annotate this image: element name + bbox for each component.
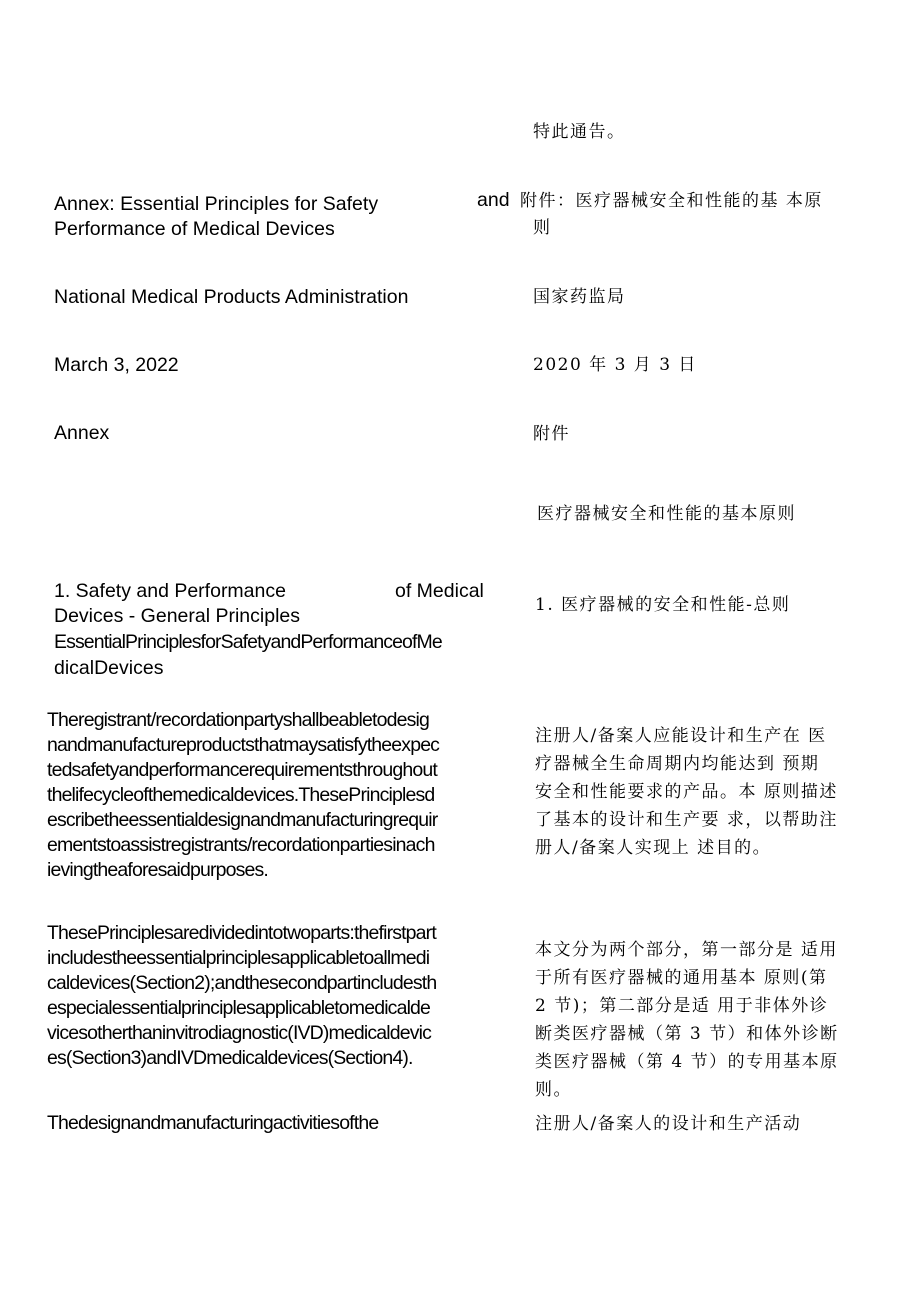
para3-en: Thedesignandmanufacturingactivitiesofthe xyxy=(47,1112,379,1134)
para1-zh: 注册人/备案人应能设计和生产在 医 疗器械全生命周期内均能达到 预期 安全和性能要求的产品。本 原则描述 了基本的设计和生产要 求，以帮助注 册人/备案人实现上 述目的。 xyxy=(535,726,838,858)
para2-en: ThesePrinciplesaredividedintotwoparts:thefirstpart includestheessentialprinciplesapplicabletoallmedi caldevices(Section2);andthesecondpartincludesth especialessentialprinciplesapplicabletomedicalde vicesotherthaninvitrodiagnostic(IVD)medicaldevic es(Section3)andIVDmedicaldevices(Section4). xyxy=(47,922,437,1069)
annex-title-en-line1: Annex: Essential Principles for Safety xyxy=(54,193,379,215)
annex-title-zh-line2: 则 xyxy=(533,218,552,238)
annex-title-en-line2: Performance of Medical Devices xyxy=(54,218,335,240)
doc-title-zh: 医疗器械安全和性能的基本原则 xyxy=(537,504,796,524)
section1-zh: 1. 医疗器械的安全和性能-总则 xyxy=(535,595,791,615)
section1-en-line2: Devices - General Principles xyxy=(54,605,301,627)
para2-zh: 本文分为两个部分，第一部分是 适用 于所有医疗器械的通用基本 原则(第 2 节)；第二部分是适 用于非体外诊 断类医疗器械（第 3 节）和体外诊断 类医疗器械（第 4 节）的专用基本原 则。 xyxy=(535,940,839,1100)
annex-title-zh-line1: 附件：医疗器械安全和性能的基 本原 xyxy=(520,191,823,211)
issuer-en: National Medical Products Administration xyxy=(54,286,409,308)
annex-title-en-and: and xyxy=(477,189,510,211)
section1-en-line1b: of Medical xyxy=(395,580,484,602)
notice-closing-zh: 特此通告。 xyxy=(533,122,626,142)
section1-en-line3: EssentialPrinciplesforSafetyandPerformanceofMe xyxy=(54,631,442,653)
issuer-zh: 国家药监局 xyxy=(533,287,626,307)
section1-en-line4: dicalDevices xyxy=(54,657,164,679)
date-zh: 2020 年 3 月 3 日 xyxy=(533,355,697,375)
annex-label-en: Annex xyxy=(54,422,110,444)
para3-zh: 注册人/备案人的设计和生产活动 xyxy=(535,1114,802,1134)
section1-en-line1a: 1. Safety and Performance xyxy=(54,580,286,602)
para1-en: Theregistrant/recordationpartyshallbeabletodesig nandmanufactureproductsthatmaysatisfytheexpec tedsafetyandperformancerequirementsthroughout thelifecycleofthemedicaldevices.ThesePrinciplesd escribetheessentialdesignandmanufacturingrequir ementstoassistregistrants/recordationpartiesinach ievingtheaforesaidpurposes. xyxy=(47,709,440,881)
date-en: March 3, 2022 xyxy=(54,354,179,376)
annex-label-zh: 附件 xyxy=(533,424,570,444)
